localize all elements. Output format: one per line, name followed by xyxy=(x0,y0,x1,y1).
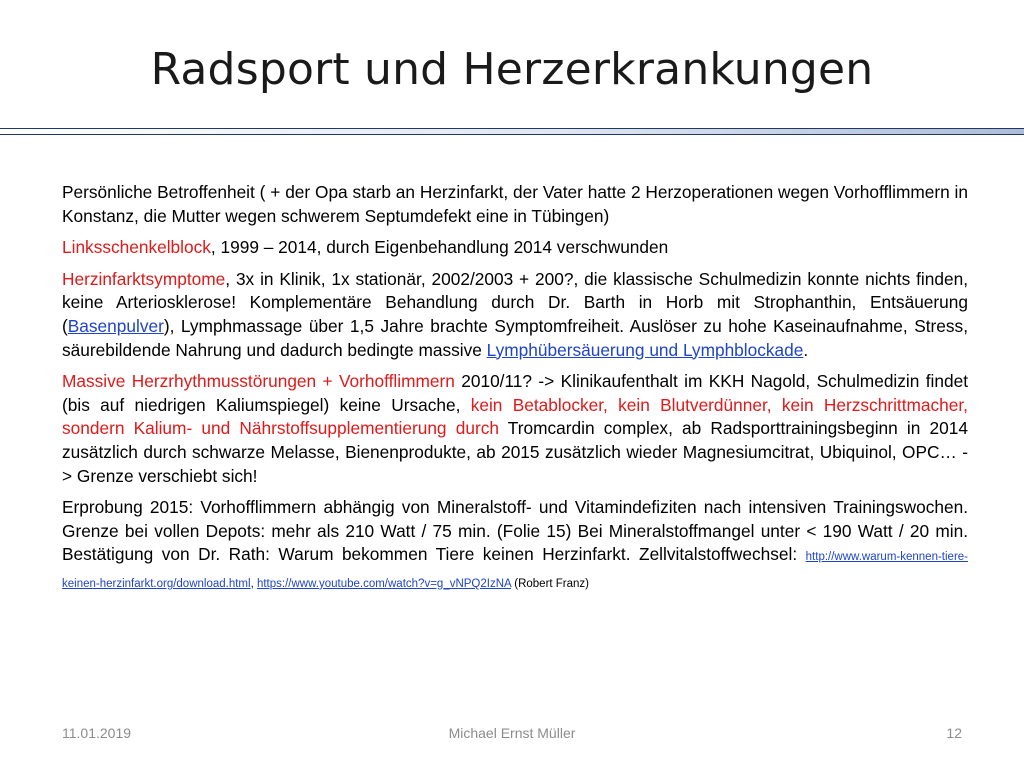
highlight-linksschenkelblock: Linksschenkelblock xyxy=(62,237,211,258)
paragraph-bundle-branch-block-text: , 1999 – 2014, durch Eigenbehandlung 2014 verschwunden xyxy=(210,237,669,258)
paragraph-testing-text: Erprobung 2015: Vorhofflimmern abhängig von Mineralstoff- und Vitamindefiziten nach intensiven Trainingswochen. Grenze bei vollen Depots: mehr als 210 Watt / 75 min. (Folie 15) Bei Mineralstoffmangel unter < 190 Watt / 20 min. Bestätigung von Dr. Rath: Warum bekommen Tiere keinen Herzinfarkt. Zellvitalstoffwechsel: xyxy=(62,497,968,565)
slide-body xyxy=(62,181,968,605)
paragraph-testing-2015 xyxy=(62,496,968,596)
link-separator: , xyxy=(250,577,257,590)
paragraph-symptoms-text-c: . xyxy=(803,339,809,360)
footer-author: Michael Ernst Müller xyxy=(448,725,576,741)
footer-date: 11.01.2019 xyxy=(62,725,132,741)
link-basenpulver[interactable]: Basenpulver xyxy=(67,315,164,336)
paragraph-symptoms-text-b: ), Lymphmassage über 1,5 Jahre brachte Symptomfreiheit. Auslöser zu hohe Kaseinaufnahme, Stress, säurebildende Nahrung und dadurch bedingte massive xyxy=(62,315,968,360)
paragraph-personal xyxy=(62,181,968,228)
link-warum-kennen-tiere[interactable]: http://www.warum-kennen-tiere-keinen-herzinfarkt.org/download.html xyxy=(62,551,968,590)
highlight-herzrhythmusstoerungen: Massive Herzrhythmusstörungen + Vorhofflimmern xyxy=(62,371,455,392)
credit-robert-franz: (Robert Franz) xyxy=(511,577,590,590)
paragraph-personal-text: Persönliche Betroffenheit ( + der Opa starb an Herzinfarkt, der Vater hatte 2 Herzoperationen wegen Vorhofflimmern in Konstanz, die Mutter wegen schwerem Septumdefekt eine in Tübingen) xyxy=(62,182,968,226)
paragraph-arrhythmia-text-a: 2010/11? -> Klinikaufenthalt im KKH Nagold, Schulmedizin findet (bis auf niedrigen Kaliumspiegel) keine Ursache, xyxy=(62,371,968,415)
title-divider xyxy=(0,128,1024,135)
paragraph-heart-attack-symptoms xyxy=(62,268,968,362)
paragraph-bundle-branch-block xyxy=(62,236,968,260)
paragraph-arrhythmia-text-b: Tromcardin complex, ab Radsporttrainingsbeginn in 2014 zusätzlich durch schwarze Melasse, Bienenprodukte, ab 2015 zusätzlich wieder Magnesiumcitrat, Ubiquinol, OPC… -> Grenze verschiebt sich! xyxy=(62,418,968,486)
highlight-herzinfarktsymptome: Herzinfarktsymptome xyxy=(62,268,226,289)
link-lymphuebersaeuerung[interactable]: Lymphübersäuerung und Lymphblockade xyxy=(486,339,804,360)
slide-title: Radsport und Herzerkrankungen xyxy=(150,44,874,95)
paragraph-symptoms-text-a: , 3x in Klinik, 1x stationär, 2002/2003 + 200?, die klassische Schulmedizin konnte nichts finden, keine Arteriosklerose! Komplementäre Behandlung durch Dr. Barth in Horb mit Strophanthin, Entsäuerung ( xyxy=(62,268,968,336)
footer-page-number: 12 xyxy=(946,725,962,741)
highlight-no-betablocker: kein Betablocker, kein Blutverdünner, kein Herzschrittmacher, sondern Kalium- und Nährstoffsupplementierung durch xyxy=(62,394,968,439)
link-youtube[interactable]: https://www.youtube.com/watch?v=g_vNPQ2IzNA xyxy=(256,577,512,590)
paragraph-arrhythmia xyxy=(62,370,968,488)
